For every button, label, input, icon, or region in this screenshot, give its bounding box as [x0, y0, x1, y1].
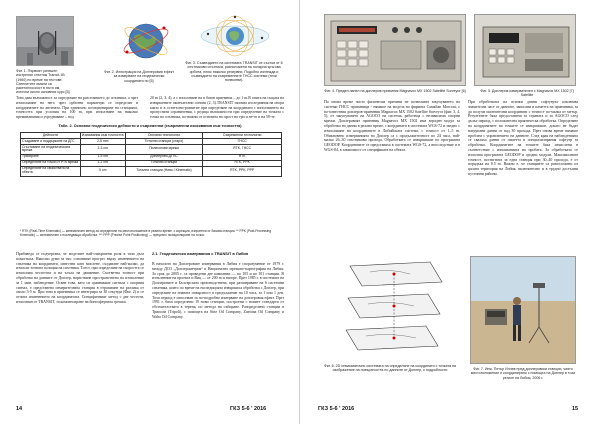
table-cell: Определяне на свойствата на обекта — [21, 166, 81, 176]
page-number-left: 14 — [16, 406, 23, 412]
table-cell: 2-3 cm — [80, 144, 125, 154]
transit-satellite-photo — [17, 17, 74, 66]
col-header-accuracy: Изисквания към точността — [81, 132, 124, 137]
figure-3-caption: Фиг. 3. Съзвездието на системата TRANSIT се състои от 6 спътникови спътника, разположени на полярна кръгова орбита, плюс няколко резервни. Подобно изглежда и съзвездието на съвременните ГНСС системи (тези полюсеви). — [185, 61, 283, 83]
table-cell: Тотални станции (старо) — [125, 138, 203, 144]
table-cell: Създаване и поддържане на ДГС — [21, 138, 81, 144]
figure-2-caption: Фиг. 2. Илюстрация на Доплеровия ефект за измерване на геодезически координати по [5] — [104, 70, 174, 83]
table-row — [21, 144, 282, 154]
figure-4-caption: Фиг. 4. Преден панел на доплеров приемник Magnavox MX 1502 Satellite Surveyor [6] — [324, 89, 466, 93]
right-body-column-2: При обработката на всички данни софтуерът изключва значителна част от данните, записани в паметта на приемника, за да получи окончателни координати с точност по-малка от метър. Резултатите бяха предоставени за страната и за AGOCO след дълъг период, с положителна практическа обработка. Определяне на координатите на точките се извършваше, докато не бъдат натрупани данни от над 30 прохода. През онова време нямаше проблем с управлението на данните. След края на наблюденията се сваляха данни от паметта в специализирания софтуер за обработка. Координатите на точките бяха изчислени в съответствие с изискванията на пробата. За обработката се използва програмата GEODOP и сродни модули. Максималната точност, постигната за една станция при 30–40 прохода, е от порядъка на 0.5 m. Важно е, че станциите са разположени из цялата територия на Либия, включително и в трудно достъпни пустинни райони. — [468, 100, 578, 176]
intro-paragraph-left: Това дава възможност за определяне на разстоянието до спътника, а чрез изчисляване на него чрез орбитни параметри се определят и координатите на антената. При единично позициониране на станцията, точността при условия на 100 m, при използване на няколко преминавания и усредняване – под — [16, 96, 138, 120]
figure-receiver-unit — [474, 14, 576, 86]
figure-6-caption: Фиг. 6. 2D семаоматични системата на определяне на координати с точката на изображение на повърхността по данните от Доплер, с подробности — [324, 364, 456, 373]
section-2-1-heading: 2.1. Геодезически измервания с TRANSIT в Либия — [152, 251, 249, 256]
figure-engineer-photo — [470, 256, 576, 364]
table-cell: 1-5 cm — [80, 154, 125, 160]
body-column-1: Прибаведа се подчертава, че моделите най-съвършени роля в тази дъга помогнаха. Няколко думи за тях: основният прогрес върху изменението на спътника на координати, известни като мислене, създаване най-малко, да изчисли точната позиция на спътника. Тоест, при определяне на скоростта се изчислява честотата и на ъгъла на движение. Съответна точност при обработка на данните от Доплер, нарастване пространствено на изчисление за 1 мин. наблюдение. Освен това, като си сравняваме сигнала с опорния сигнал, е представена измерителната станция в отразяване на разлика от около 3-5 м. При това в приемника се интегрира за 30 секунди (Фиг. 2) и се отчита изменението на координатата. Специфичният метод с две честоти, използван от TRANSIT, за компенсиране на йоносферната грешка. — [16, 252, 144, 304]
table-cell: Тотални станции — [125, 160, 203, 166]
intro-paragraph-right: 20 m (2, 3, 4), а с използване на в базов приемник – до 1 m.В опита на същата на извършените окончателни основи (2, 3).TRANSIT започва изследвания на опора както и в остатъчно-развитие при определяне на координати с използването на пропуснати ограничения, с редица възможности при определение на точката с точка на спътника, по-важни от основата на прост на три и не-го и на 50-те. — [150, 96, 284, 120]
engineer-desert-photo — [471, 257, 576, 364]
table-cell: ГНСС — [203, 138, 282, 144]
table-cell: 1-2 cm — [80, 160, 125, 166]
doppler-globe-illustration — [120, 14, 172, 64]
table-cell: Доплерово-ДГПС — [125, 154, 203, 160]
magazine-footer-right: ГКЗ 5-6 ' 2016 — [318, 406, 355, 412]
figure-5-caption: Фиг. 5. Доплеров измервателен с Magnavox MX 1502 [7] Satellite — [480, 89, 574, 98]
figure-1-caption: Фиг. 1. Първият успешен изстрелян спътник Transit-1B (1960) по време на тестове. Сателитите имали са ракетоплоскост в пътя им, източни около основния курс [5]. — [16, 69, 71, 95]
constellation-illustration — [198, 14, 272, 58]
layer-schematic-diagram — [330, 252, 456, 360]
table-footnote: * RTK (Real-Time Kinematic) — кинематичен метод за определяне на местоположение в реално време, с корекции, изпратени от базова станция. ** PPK (Post-Processing Kinematic) — кинематичен с последваща обработка. *** PPP (Precise Point Positioning) — прецизно позициониране на точка. — [20, 229, 272, 237]
table-cell: Определяне на точки от РТК мрежа — [21, 160, 81, 166]
magnavox-unit-photo — [475, 15, 576, 86]
table-cell: Трасиране — [21, 154, 81, 160]
figure-doppler-globe — [120, 14, 172, 64]
col-header-base-tech: Основни технологии — [125, 133, 203, 139]
figure-receiver-panel — [324, 14, 466, 86]
col-header-activity: Дейности — [21, 133, 81, 139]
table-row — [21, 166, 282, 176]
magnavox-receiver-photo — [325, 15, 466, 86]
body-column-2: В началото на Доплеровите измервания в Либия е споразумение от 1979 г. между ДСО „Доплерометрия“ и Национално мрежово-картография на Либия. За срок до 2005 г. са проведени две кампании — по 105 и по 101 станции. В изпълнение на проекта и Виц — от 200 m и нагоре. През 1985 г. в системата на Доплеровите и Българската производствена, при разширяване на 6 системни спътника, които по време на експедицията извършиха обработка с Доплер, при определяне на земната повърхност в продължение на 10 часа, за 1 или 1 ден. Този период е използван за по-подробно измерване на доплеровия ефект. През 1991 г. бяха определени 19 нови станции, построени с новите стандарти от обстоятелствата в терена, по метода на събиране. Разпределени станции в Триполи (Tripoli), с помощта на Sirte Oil Company, Zueitina Oil Company и Waha Oil Company. — [152, 262, 284, 319]
table-cell: Полигонови мрежи — [125, 144, 203, 154]
figure-2d-schematic — [330, 252, 456, 360]
page-number-right: 15 — [572, 406, 579, 412]
col-header-modern-tech: Съвременни технологии — [203, 133, 282, 139]
table-cell: RTK, PPK, PPP — [203, 166, 282, 176]
figure-transit-constellation — [198, 14, 272, 58]
figure-transit-satellite — [16, 16, 74, 66]
table-cell: RTK — [203, 154, 282, 160]
table-cell: Сгъстяване на геодезическата мрежа — [21, 144, 81, 154]
right-body-column-1: По онова време чисто физически причини не позволяват закупуването на системи ГНСС приемници - нямаше на модела на фирмата Canadian Marconi, с по-известния доплеров-приемник Magnavox MX 1502 Satellite Surveyor (фиг. 3, 4, 5), от закупуването на AGOCO на система, работеща с независими опорни мрежи. Доплеровият приемник Magnavox MX 1502 има вграден модул за обработка на данни в реално време, с координати в системата WGS-72 и заедно с изчисляване на координатите в Либийската система, с точност от 1–5 m. Обикновено измерванията на Доплер са с продължителност по 24 часа, най-малко 26–30 спътникови прохода. Обработката се извършваше по програмата GEODOP. Координатите се представяха в системата WGS-72, а впоследствие и в WGS-84, в зависимост от спецификата на обекта. — [324, 100, 460, 152]
magazine-footer-left: ГКЗ 5-6 ' 2016 — [230, 406, 267, 412]
table-cell: RTK, ГНСС — [203, 144, 282, 154]
table-cell: 5 cm — [80, 166, 125, 176]
figure-7-caption: Фиг. 7. Инж. Петър Илчев пред доплеровски станции, чиято местоположение е координирано с помощта на Доплер в този регион на Либия, 2006 г. — [470, 367, 576, 380]
table-cell: 2-5 mm — [80, 138, 125, 144]
table-2 — [20, 132, 282, 177]
table-cell: Тотални станции (Ниво / Kinematic) — [125, 166, 203, 176]
table-2-title: Табл. 2. Основни геодезически дейности и съвременни (съвременни изисквания към точността) — [58, 124, 242, 128]
right-page — [300, 0, 600, 424]
table-cell: RTK, PPK — [203, 160, 282, 166]
